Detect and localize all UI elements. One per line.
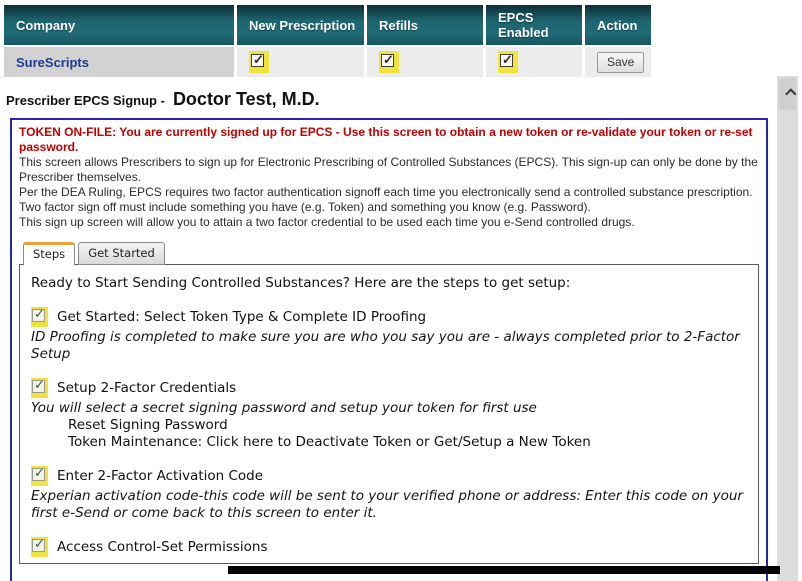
tab-steps[interactable]: Steps (23, 242, 75, 266)
step-note: Experian activation code-this code will be sent to your verified phone or address: Enter this code on your first e-Send or come back to this screen to enter it. (31, 488, 743, 521)
step-label: Get Started: Select Token Type & Complete ID Proofing (57, 309, 427, 325)
table-row (4, 47, 651, 77)
page-title (6, 89, 320, 110)
tab-strip (23, 242, 759, 265)
step-label: Access Control-Set Permissions (57, 539, 268, 555)
checkbox-checked-icon (251, 54, 264, 67)
table-header-row (4, 5, 651, 45)
bottom-cutoff-bar (228, 566, 780, 574)
checkbox-checked-icon (32, 539, 45, 552)
checkbox-checked-icon (381, 54, 394, 67)
epcs-signup-panel (10, 118, 768, 581)
column-header-new-prescription: New Prescription (237, 5, 364, 45)
checkbox-checked-icon (32, 468, 45, 481)
company-link[interactable]: SureScripts (16, 54, 89, 70)
epcs-enabled-cell (486, 47, 582, 77)
checkbox-checked-icon (500, 54, 513, 67)
page-title-prefix: Prescriber EPCS Signup - (6, 93, 165, 108)
checkbox-checked-icon (32, 309, 45, 322)
prescriber-name: Doctor Test, M.D. (172, 89, 320, 109)
checkbox-checked-icon (32, 380, 45, 393)
new-prescription-checkbox[interactable] (249, 51, 269, 73)
column-header-epcs-enabled: EPCS Enabled (486, 5, 582, 45)
steps-content-box (19, 264, 759, 564)
token-maintenance-link[interactable]: Token Maintenance: Click here to Deactivate Token or Get/Setup a New Token (68, 434, 591, 450)
step-setup-credentials-checkbox[interactable] (31, 378, 48, 398)
step-row-activation-code (31, 466, 748, 486)
column-header-action: Action (585, 5, 651, 45)
refills-cell (367, 47, 483, 77)
intro-paragraph-1: This screen allows Prescribers to sign up for Electronic Prescribing of Controlled Substances (EPCS). This sign-up can only be done by the Prescriber themselves. (19, 155, 758, 184)
step-note: You will select a secret signing password and setup your token for first use (31, 400, 537, 416)
refills-checkbox[interactable] (379, 51, 399, 73)
chevron-up-icon (785, 88, 796, 99)
epcs-enabled-checkbox[interactable] (498, 51, 518, 73)
step-row-setup-credentials (31, 378, 748, 398)
step-get-started-checkbox[interactable] (31, 307, 48, 327)
step-label: Setup 2-Factor Credentials (57, 380, 237, 396)
scroll-up-button[interactable] (779, 78, 796, 110)
step-activation-code-checkbox[interactable] (31, 466, 48, 486)
vertical-scrollbar[interactable] (777, 76, 798, 581)
new-prescription-cell (237, 47, 364, 77)
company-cell (4, 47, 234, 77)
step-access-control-checkbox[interactable] (31, 537, 48, 557)
column-header-refills: Refills (367, 5, 483, 45)
intro-paragraph-3: This sign up screen will allow you to attain a two factor credential to be used each time you e-Send controlled drugs. (19, 215, 635, 229)
intro-paragraph-2: Per the DEA Ruling, EPCS requires two factor authentication signoff each time you electronically send a controlled substance prescription. Two factor sign off must include something you have (e.g. Token) and something you know (e.g. Password). (19, 185, 753, 214)
step-note: ID Proofing is completed to make sure you are who you say you are - always completed prior to 2-Factor Setup (31, 329, 740, 362)
vendor-permissions-table (4, 5, 651, 77)
step-row-access-control (31, 537, 748, 557)
tab-get-started[interactable]: Get Started (78, 242, 165, 265)
action-cell (585, 47, 651, 77)
step-row-get-started (31, 307, 748, 327)
column-header-company: Company (4, 5, 234, 45)
save-button[interactable]: Save (597, 52, 644, 73)
reset-signing-password-link[interactable]: Reset Signing Password (68, 417, 228, 433)
token-on-file-warning: TOKEN ON-FILE: You are currently signed up for EPCS - Use this screen to obtain a new token or re-validate your token or re-set password. (19, 125, 753, 154)
step-label: Enter 2-Factor Activation Code (57, 468, 264, 484)
steps-intro: Ready to Start Sending Controlled Substances? Here are the steps to get setup: (31, 275, 571, 291)
